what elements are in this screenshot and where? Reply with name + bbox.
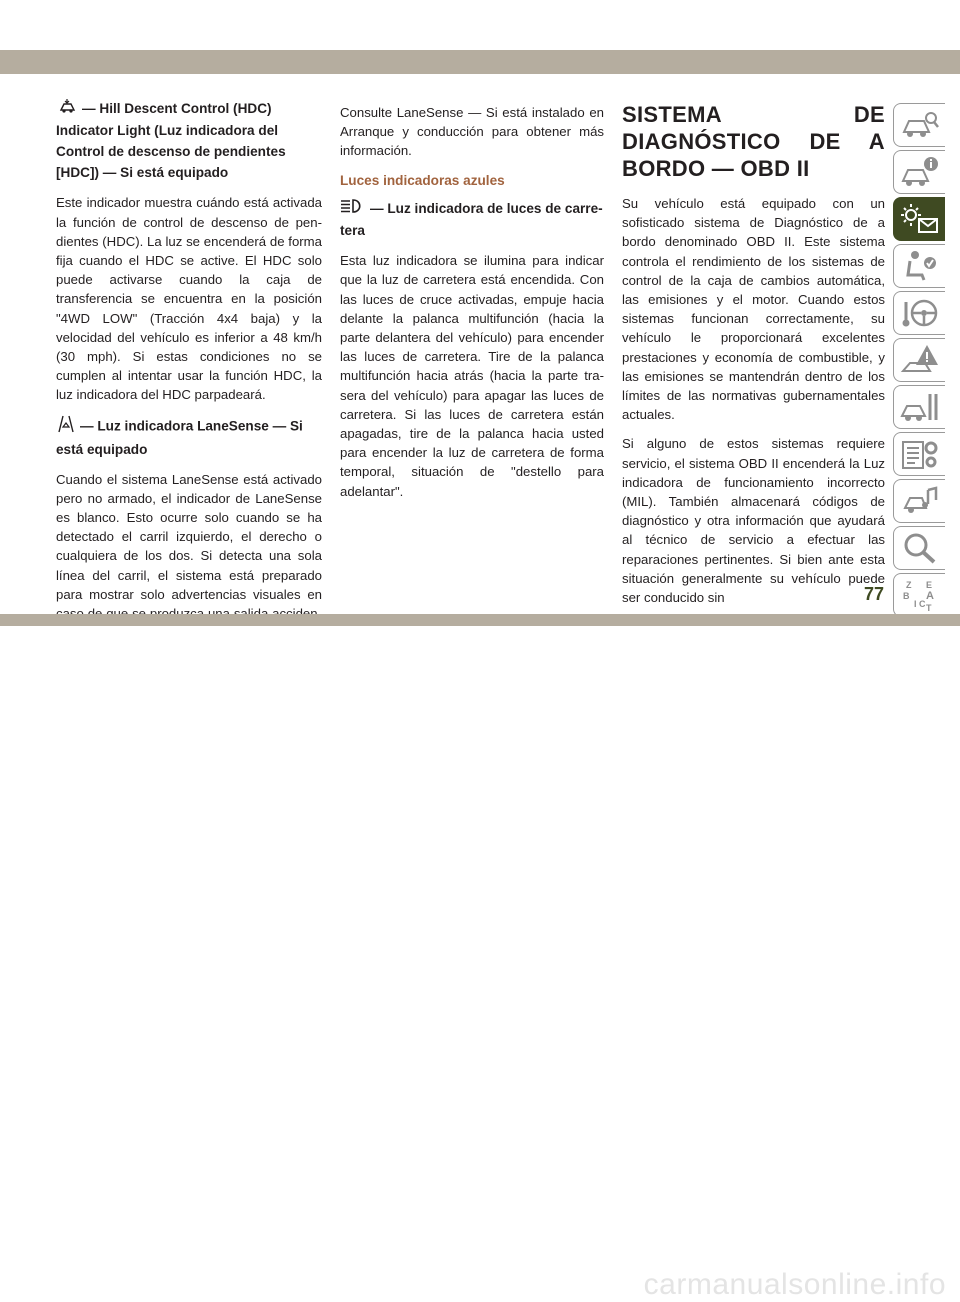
- tab-car-search[interactable]: [893, 103, 945, 147]
- index-letter-b: B: [902, 591, 909, 601]
- blue-indicators-subheading: Luces indicadoras azules: [340, 172, 505, 188]
- index-letter-z: Z: [905, 580, 911, 590]
- multimedia-icon: [900, 484, 940, 518]
- index-search-icon: [900, 531, 940, 565]
- specifications-gear-icon: [900, 437, 940, 471]
- tab-starting-driving[interactable]: [893, 291, 945, 335]
- lanesense-indicator-icon: [56, 415, 76, 439]
- hdc-heading: [56, 98, 322, 183]
- tab-emergency[interactable]: [893, 338, 945, 382]
- chapter-tabs: [893, 103, 947, 620]
- top-band: [0, 50, 960, 74]
- steering-key-icon: [900, 296, 940, 330]
- hdc-heading-text: — Hill Descent Control (HDC) Indicator Light (Luz indicadora del Control de descenso de pendientes [HDC]) — Si está equipado: [56, 101, 286, 181]
- index-letter-i: I: [913, 599, 917, 609]
- index-letter-c: C: [918, 599, 925, 609]
- lanesense-reference: Consulte LaneSense — Si está instalado en Arranque y conducción para obtener más información.: [340, 105, 604, 159]
- highbeam-heading: [340, 198, 604, 241]
- bottom-band: [0, 614, 960, 626]
- index-letter-e: E: [925, 580, 932, 590]
- roadside-warning-icon: [900, 343, 940, 377]
- footer: [0, 626, 960, 1301]
- tab-warning-lights[interactable]: [893, 197, 945, 241]
- obd-para-2: Si alguno de estos sistemas requiere servicio, el sistema OBD II encenderá la Luz indicadora de funcionamiento incorrecto (MIL). También almacenará códigos de diagnóstico y otra información que ayudará al técnico de servicio a efectuar las reparaciones pertinentes. Si bien ante esta situación generalmente su vehículo puede ser conducido sin: [622, 436, 885, 606]
- tab-specifications[interactable]: [893, 432, 945, 476]
- hdc-indicator-icon: [56, 98, 78, 120]
- hdc-body: Este indicador muestra cuándo está activada la función de control de descenso de pendientes (HDC). La luz se encenderá de forma fija cuando el HDC se active. El HDC solo puede activarse cuando la caja de transferencia se encuentra en la posición "4WD LOW" (Tracción 4x4 baja) y la velocidad del vehículo es inferior a 48 km/h (30 mph). Si estas condiciones no se cumplen al intentar usar la función HDC, la luz indicadora del HDC parpadeará.: [56, 195, 322, 403]
- tab-seat-airbag[interactable]: [893, 244, 945, 288]
- index-letter-a: A: [925, 590, 934, 602]
- tab-index-search[interactable]: [893, 526, 945, 570]
- language-index-icon: [900, 578, 940, 612]
- tab-car-info[interactable]: [893, 150, 945, 194]
- obd-para-1: Su vehículo está equipado con un sofisticado sistema de Diagnóstico de a bordo denominado OBD II. Este sistema controla el rendimiento de los sistemas de control de la caja de cambios automática, las emisiones y el motor. Cuando estos sistemas funcionan correctamente, su vehículo le proporcionará excelentes prestaciones y economía de combustible, y las emisiones se mantendrán dentro de los límites de las normativas gubernamentales actuales.: [622, 196, 885, 423]
- highbeam-body: Esta luz indicadora se ilumina para indicar que la luz de carretera está encendida. Con las luces de cruce activadas, empuje hacia delante la palanca multifunción (hacia la parte delantera del vehículo) para encender las luces de carretera. Tire de la palanca multifunción hacia atrás (hacia la parte trasera del vehículo) para apagar las luces de carretera. Si las luces de carretera están apagadas, tire de la palanca hacia usted para encender la luz de carretera de forma temporal, situación de "destello para adelantar".: [340, 253, 604, 499]
- column-3: [622, 101, 885, 617]
- car-service-tools-icon: [900, 390, 940, 424]
- highbeam-heading-text: — Luz indicadora de luces de carretera: [340, 200, 603, 239]
- lanesense-body: Cuando el sistema LaneSense está activado pero no armado, el indicador de LaneSense es blanco. Esto ocurre solo cuando se ha detectado el carril izquierdo, el derecho o cualquiera de los dos. Si detecta una sola línea del carril, el sistema está preparado para mostrar solo advertencias visuales en: [56, 471, 322, 602]
- watermark: carmanualsonline.info: [643, 1268, 946, 1301]
- column-2: [340, 103, 604, 511]
- warning-light-message-icon: [900, 202, 940, 236]
- seat-airbag-icon: [900, 249, 940, 283]
- page-number: 77: [864, 584, 885, 604]
- obd-heading: SISTEMA DE DIAGNÓSTICO DE A BORDO — OBD II: [622, 102, 885, 181]
- highbeam-indicator-icon: [340, 198, 366, 220]
- lanesense-heading: [56, 415, 322, 460]
- tab-language-index[interactable]: [893, 573, 945, 617]
- tab-multimedia[interactable]: [893, 479, 945, 523]
- tab-service[interactable]: [893, 385, 945, 429]
- index-letter-t: T: [925, 603, 931, 612]
- column-1: [56, 98, 322, 652]
- top-header: [0, 0, 960, 74]
- lanesense-heading-text: — Luz indicadora LaneSense — Si está equipado: [56, 418, 303, 457]
- car-info-icon: [900, 155, 940, 189]
- car-search-icon: [900, 108, 940, 142]
